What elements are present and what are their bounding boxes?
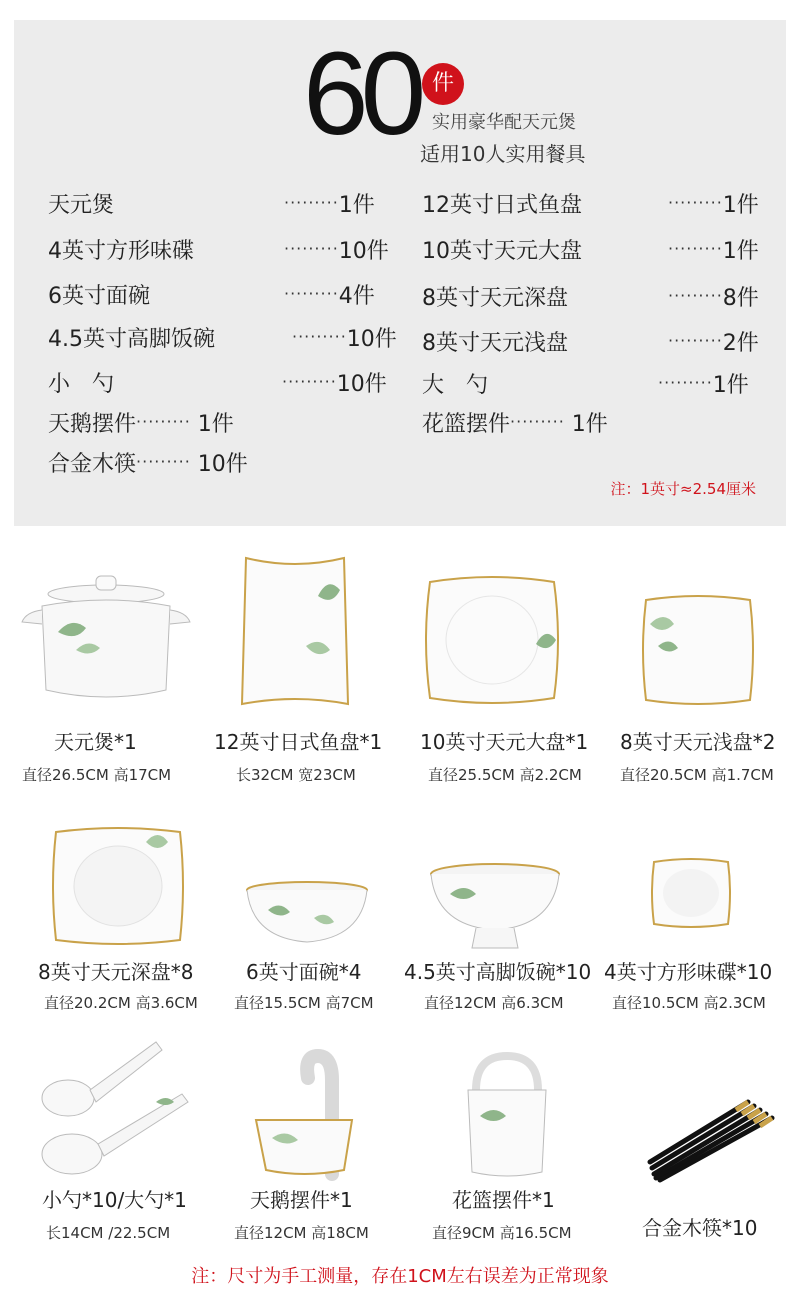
list-item-name: 合金木筷········· 10件 bbox=[48, 452, 248, 477]
subtitle-serves: 适用10人实用餐具 bbox=[420, 142, 586, 166]
product-dims: 直径20.5CM 高1.7CM bbox=[620, 766, 774, 784]
list-item-qty: ·········1件 bbox=[284, 193, 375, 218]
list-item-name: 天鹅摆件········· 1件 bbox=[48, 412, 234, 437]
product-name: 4英寸方形味碟*10 bbox=[604, 960, 773, 984]
product-dims: 直径12CM 高18CM bbox=[234, 1224, 369, 1242]
sauce-dish-image bbox=[650, 858, 732, 928]
product-name: 小勺*10/大勺*1 bbox=[42, 1188, 187, 1212]
list-item-qty: ·········4件 bbox=[284, 284, 375, 309]
list-item-qty: ·········10件 bbox=[284, 239, 389, 264]
fish-plate-image bbox=[236, 556, 354, 706]
product-dims: 直径12CM 高6.3CM bbox=[424, 994, 564, 1012]
list-item-name: 12英寸日式鱼盘 bbox=[422, 193, 582, 218]
list-item-qty: ·········1件 bbox=[668, 239, 759, 264]
product-dims: 直径25.5CM 高2.2CM bbox=[428, 766, 582, 784]
list-item-name: 8英寸天元深盘 bbox=[422, 286, 568, 311]
chopsticks-image bbox=[644, 1098, 780, 1180]
list-item-qty: ·········1件 bbox=[658, 373, 749, 398]
product-dims: 直径15.5CM 高7CM bbox=[234, 994, 374, 1012]
unit-badge: 件 bbox=[422, 63, 464, 105]
list-item-name: 大 勺 bbox=[422, 373, 489, 398]
soup-pot-image bbox=[18, 572, 194, 704]
product-dims: 长14CM /22.5CM bbox=[46, 1224, 171, 1242]
product-name: 4.5英寸高脚饭碗*10 bbox=[404, 960, 592, 984]
list-item-qty: ·········2件 bbox=[668, 331, 759, 356]
deep-plate-image bbox=[50, 826, 186, 946]
product-name: 6英寸面碗*4 bbox=[246, 960, 362, 984]
list-item-qty: ·········8件 bbox=[668, 286, 759, 311]
list-item-name: 8英寸天元浅盘 bbox=[422, 331, 568, 356]
spoons-image bbox=[36, 1038, 196, 1178]
product-name: 花篮摆件*1 bbox=[452, 1188, 555, 1212]
shallow-plate-image bbox=[640, 594, 756, 706]
footed-rice-bowl-image bbox=[428, 864, 562, 950]
product-name: 8英寸天元浅盘*2 bbox=[620, 730, 776, 754]
large-plate-image bbox=[424, 574, 560, 706]
list-item-name: 小 勺 bbox=[48, 372, 115, 397]
product-name: 12英寸日式鱼盘*1 bbox=[214, 730, 383, 754]
noodle-bowl-image bbox=[244, 882, 370, 946]
measurement-note: 注：尺寸为手工测量，存在1CM左右误差为正常现象 bbox=[191, 1266, 609, 1287]
product-dims: 直径9CM 高16.5CM bbox=[432, 1224, 572, 1242]
product-name: 合金木筷*10 bbox=[642, 1216, 758, 1240]
product-dims: 长32CM 宽23CM bbox=[236, 766, 356, 784]
list-item-qty: ·········1件 bbox=[668, 193, 759, 218]
product-name: 天鹅摆件*1 bbox=[250, 1188, 353, 1212]
list-item-name: 天元煲 bbox=[48, 193, 115, 218]
swan-ornament-image bbox=[252, 1050, 364, 1178]
piece-count: 60 bbox=[303, 28, 419, 160]
list-item-name: 6英寸面碗 bbox=[48, 284, 150, 309]
list-item-name: 花篮摆件········· 1件 bbox=[422, 412, 608, 437]
product-dims: 直径10.5CM 高2.3CM bbox=[612, 994, 766, 1012]
product-name: 10英寸天元大盘*1 bbox=[420, 730, 589, 754]
list-item-name: 4英寸方形味碟 bbox=[48, 239, 194, 264]
inch-conversion-note: 注：1英寸≈2.54厘米 bbox=[610, 480, 756, 498]
basket-ornament-image bbox=[462, 1054, 552, 1178]
subtitle-luxury: 实用豪华配天元煲 bbox=[432, 112, 576, 133]
list-item-qty: ·········10件 bbox=[282, 372, 387, 397]
product-name: 天元煲*1 bbox=[54, 730, 137, 754]
list-item-name: 10英寸天元大盘 bbox=[422, 239, 582, 264]
list-item-qty: ·········10件 bbox=[292, 327, 397, 352]
product-dims: 直径26.5CM 高17CM bbox=[22, 766, 172, 784]
list-item-name: 4.5英寸高脚饭碗 bbox=[48, 327, 215, 352]
product-name: 8英寸天元深盘*8 bbox=[38, 960, 194, 984]
product-dims: 直径20.2CM 高3.6CM bbox=[44, 994, 198, 1012]
